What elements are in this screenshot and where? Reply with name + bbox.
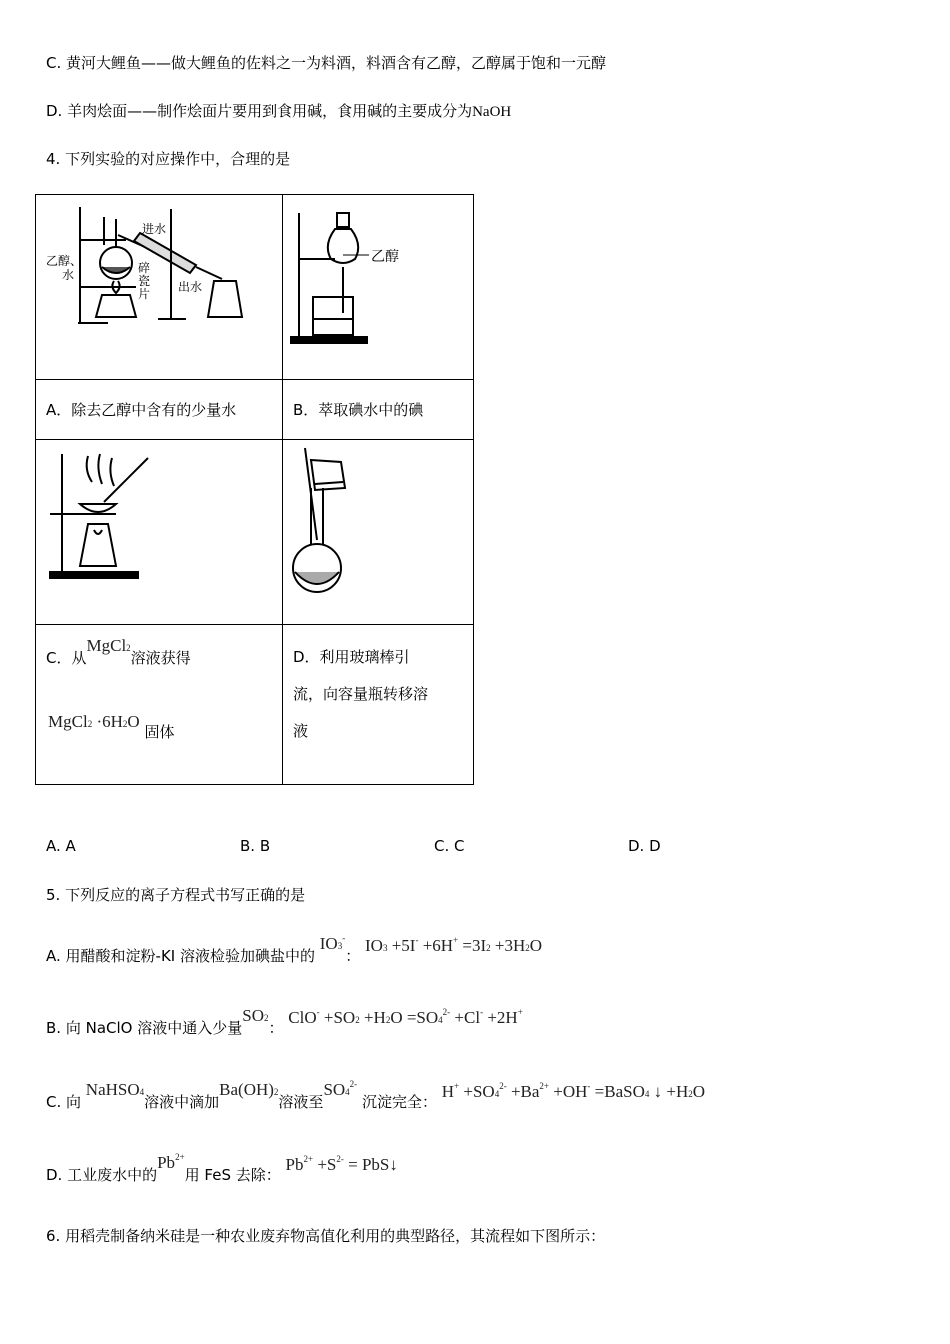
evaporation-apparatus-icon — [36, 440, 272, 624]
question-5-option-d: D. 工业废水中的$Pb^{2+}$用 FeS 去除： $Pb^{2+} +S^{2-}$ = PbS↓ — [46, 1152, 398, 1184]
water-out-label: 出水 — [178, 280, 203, 294]
diagram-b-cell — [283, 195, 474, 380]
io3-formula: IO3- — [319, 933, 346, 953]
volumetric-flask-icon — [283, 440, 463, 624]
mgcl2-hydrate-formula: MgCl2 ·6H2O — [48, 712, 140, 731]
choice-b[interactable]: B. B — [240, 837, 271, 855]
choice-a[interactable]: A. A — [46, 837, 76, 855]
equation-b: $ClO^- +SO2 +H2O =SO4^{2-} +Cl^- +2H^+$ — [288, 1007, 523, 1027]
separatory-funnel-icon — [283, 195, 463, 379]
question-6-stem: 6. 用稻壳制备纳米硅是一种农业废弃物高值化利用的典型路径，其流程如下图所示： — [46, 1227, 606, 1245]
caption-c — [36, 625, 283, 785]
choice-d[interactable]: D. D — [628, 837, 661, 855]
water-in-label: 进水 — [142, 222, 167, 236]
diagram-a-cell — [36, 195, 283, 380]
question-5-option-c: C. 向 NaHSO4溶液中滴加Ba(OH)2溶液至$SO4^{2-}$ 沉淀完全： $H^+ +SO4^{2-} +Ba^{2+} +OH^-$ =BaSO4 ↓ +H2O — [46, 1079, 706, 1111]
question-5-stem: 5. 下列反应的离子方程式书写正确的是 — [46, 886, 306, 904]
question-5-option-b: B. 向 NaClO 溶液中通入少量SO2： $ClO^- +SO2 +H2O =SO4^{2-} +Cl^- +2H^+$ — [46, 1006, 523, 1037]
caption-d-line3: 液 — [293, 722, 309, 740]
water-label: 水 — [62, 268, 75, 282]
choice-c[interactable]: C. C — [434, 837, 465, 855]
chip-label-2: 瓷 — [138, 274, 151, 288]
so2-formula: SO2 — [242, 1006, 269, 1025]
caption-c-prefix: C．从 — [46, 649, 87, 667]
so4-formula: $SO4^{2-}$ — [323, 1079, 358, 1099]
caption-a — [36, 380, 283, 440]
caption-a-text: A．除去乙醇中含有的少量水 — [46, 401, 237, 419]
equation-c: $H^+ +SO4^{2-} +Ba^{2+} +OH^-$ =BaSO4 ↓ +H2O — [441, 1081, 706, 1101]
equation-d: $Pb^{2+} +S^{2-}$ = PbS↓ — [285, 1154, 398, 1174]
caption-d-line2: 流，向容量瓶转移溶 — [293, 685, 429, 703]
naoh-formula: NaOH — [472, 104, 512, 120]
caption-c-suffix: 固体 — [144, 723, 175, 741]
caption-d-line1: D．利用玻璃棒引 — [293, 648, 410, 666]
option-c-previous: C. 黄河大鲤鱼——做大鲤鱼的佐料之一为料酒，料酒含有乙醇，乙醇属于饱和一元醇 — [46, 54, 607, 72]
ethanol-solvent-label: 乙醇 — [371, 249, 399, 265]
diagram-c-cell — [36, 440, 283, 625]
option-d-text: D. 羊肉烩面——制作烩面片要用到食用碱，食用碱的主要成分为 — [46, 102, 473, 120]
caption-d — [283, 625, 474, 785]
mgcl2-formula: MgCl2 — [86, 636, 131, 655]
question-4-stem: 4. 下列实验的对应操作中，合理的是 — [46, 150, 291, 168]
nahso4-formula: NaHSO4 — [85, 1080, 145, 1099]
ethanol-label: 乙醇、 — [46, 254, 83, 268]
chip-label-3: 片 — [138, 287, 151, 301]
caption-b-text: B．萃取碘水中的碘 — [293, 401, 424, 419]
caption-c-mid: 溶液获得 — [130, 649, 191, 667]
experiment-table — [35, 194, 474, 785]
equation-a: IO3 +5I- +6H+ =3I2 +3H2O — [365, 935, 543, 955]
distillation-apparatus-icon — [36, 195, 272, 379]
caption-b — [283, 380, 474, 440]
chip-label-1: 碎 — [138, 261, 151, 275]
question-5-option-a: A. 用醋酸和淀粉-KI 溶液检验加碘盐中的 IO3-： IO3 +5I- +6H+ =3I2 +3H2O — [46, 933, 543, 965]
baoh2-formula: Ba(OH)2 — [219, 1080, 279, 1099]
diagram-d-cell — [283, 440, 474, 625]
option-d-previous — [46, 101, 511, 122]
pb2-formula: $Pb^{2+}$ — [157, 1152, 185, 1172]
